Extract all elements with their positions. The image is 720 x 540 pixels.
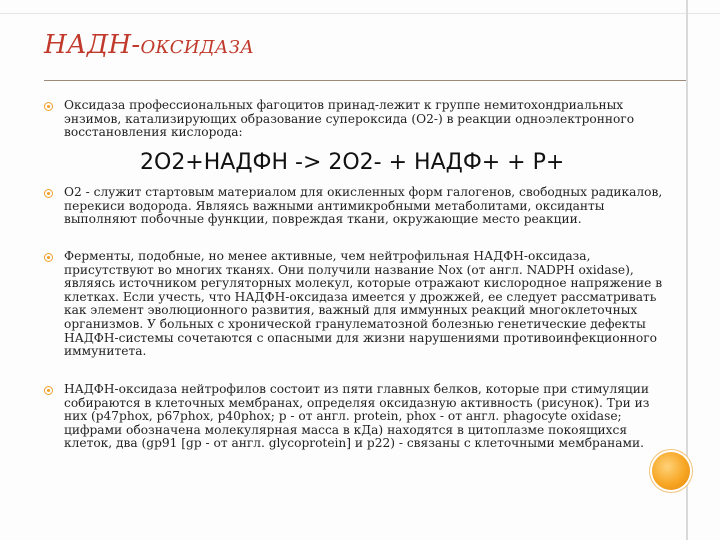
circle-bullet-icon (44, 102, 53, 111)
circle-bullet-icon (44, 386, 53, 395)
circle-bullet-icon (44, 189, 53, 198)
circle-bullet-icon (44, 253, 53, 262)
reaction-formula: 2O2+НАДФН -> 2O2- + НАДФ+ + Р+ (140, 150, 565, 175)
paragraph-1: Оксидаза профессиональных фагоцитов принад-лежит к группе немитохондриальных энзимов, катализирующих образование супероксида (O2-) в реакции одноэлектронного восстановления кислорода: (64, 98, 635, 140)
slide-title (44, 30, 254, 60)
title-main: НАДН- (44, 30, 141, 60)
paragraph-4: НАДФН-оксидаза нейтрофилов состоит из пяти главных белков, которые при стимуляции собираются в клеточных мембранах, определяя оксидазную активность (рисунок). Три из них (p47phox, p67phox, p40phox; p - от англ. protein, phox - от англ. phagocyte oxidase; цифрами обозначена молекулярная масса в кДа) находятся в цитоплазме покоящихся клеток, два (gp91 [gp - от англ. glycoprotein] и p22) - связаны с клеточными мембранами. (64, 382, 650, 451)
orange-orb-icon (652, 452, 690, 490)
top-border (0, 13, 720, 14)
paragraph-2: O2 - служит стартовым материалом для окисленных форм галогенов, свободных радикалов, перекиси водорода. Являясь важными антимикробными метаболитами, оксиданты выполняют побочные функции, повреждая ткани, окружающие место реакции. (64, 185, 663, 227)
paragraph-3: Ферменты, подобные, но менее активные, чем нейтрофильная НАДФН-оксидаза, присутствуют во многих тканях. Они получили название Nox (от англ. NADPH oxidase), являясь источником регуляторных молекул, которые отражают кислородное напряжение в клетках. Если учесть, что НАДФН-оксидаза имеется у дрожжей, ее следует рассматривать как элемент эволюционного развития, важный для иммунных реакций многоклеточных организмов. У больных с хронической гранулематозной болезнью генетические дефекты НАДФН-системы сочетаются с опасными для жизни нарушениями противоинфекционного иммунитета. (64, 249, 663, 359)
title-divider (44, 80, 686, 81)
title-smallcaps: ОКСИДАЗА (140, 37, 255, 58)
